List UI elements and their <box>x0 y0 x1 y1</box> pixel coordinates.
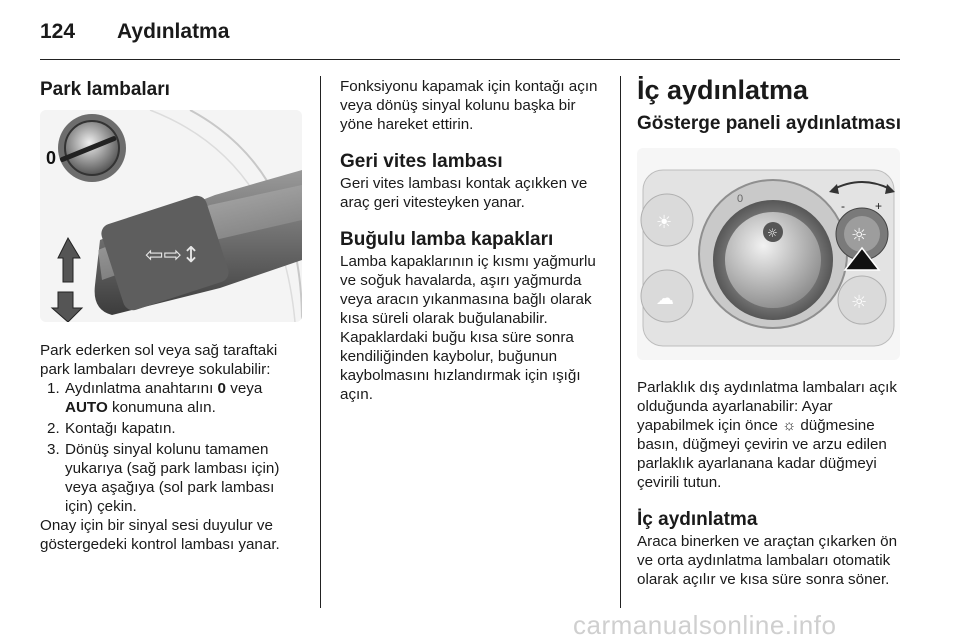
panel-lighting-heading: Gösterge paneli aydınlatması <box>637 113 901 134</box>
interior-lighting-title: İç aydınlatma <box>637 75 809 105</box>
svg-text:☼: ☼ <box>767 226 778 240</box>
column-divider-1 <box>320 76 321 608</box>
list-item: 1. Aydınlatma anahtarını 0 veya AUTO konumuna alın. <box>47 380 263 416</box>
turn-signal-symbols-icon: ⇦⇨↕ <box>145 243 201 268</box>
column-1 <box>40 78 302 554</box>
interior-light-icon: ☼ <box>851 292 868 313</box>
switch-zero-label: 0 <box>46 148 57 168</box>
switch-position-auto: AUTO <box>65 399 108 416</box>
step-number: 3. <box>47 441 60 458</box>
switch-off-text: Fonksiyonu kapamak için kontağı açın veya dönüş sinyal kolunu başka bir yöne hareket ettirin. <box>340 78 598 133</box>
header-rule <box>40 59 900 60</box>
front-fog-icon: ☀ <box>656 212 673 233</box>
stalk-illustration <box>40 110 302 322</box>
park-lights-steps <box>40 379 302 516</box>
step-number: 1. <box>47 380 60 397</box>
list-item: 2. Kontağı kapatın. <box>47 420 176 437</box>
page-number: 124 <box>40 20 76 43</box>
chapter-title: Aydınlatma <box>117 20 230 43</box>
interior-light-text: Araca binerken ve araçtan çıkarken ön ve orta aydınlatma lambaları otomatik olarak açılır ve kısa süre sonra söner. <box>637 533 898 588</box>
rear-fog-icon: ☁ <box>656 288 674 309</box>
misted-covers-text: Lamba kapaklarının iç kısmı yağmurlu ve soğuk havalarda, aşırı yağmurda veya aracın yıkanmasına bağlı olarak kısa süreli olarak buğulanabilir. Kapaklardaki buğu kısa süre sonra kendiliğinden kaybolur, buğunun kaybolmasını hızlandırmak için ışığı açın. <box>340 253 596 403</box>
position-zero-label: 0 <box>737 193 744 205</box>
dimmer-icon: ☼ <box>851 225 868 246</box>
switch-position-zero: 0 <box>217 380 226 397</box>
reverse-light-text: Geri vites lambası kontak açıkken ve araç geri vitesteyken yanar. <box>340 175 588 211</box>
dimmer-plus-label: + <box>875 199 883 213</box>
interior-light-heading: İç aydınlatma <box>637 509 758 530</box>
dashboard-switch-illustration <box>637 148 900 360</box>
step-number: 2. <box>47 420 60 437</box>
list-item: 3. Dönüş sinyal kolunu tamamen yukarıya (sağ park lambası için) veya aşağıya (sol park lambası için) çekin. <box>47 441 280 515</box>
watermark: carmanualsonline.info <box>573 610 837 640</box>
misted-covers-heading: Buğulu lamba kapakları <box>340 229 554 250</box>
brightness-symbol-icon: ☼ <box>782 417 797 434</box>
column-3 <box>637 74 903 589</box>
park-lights-intro: Park ederken sol veya sağ taraftaki park lambaları devreye sokulabilir: <box>40 342 278 378</box>
park-lights-outro: Onay için bir sinyal sesi duyulur ve göstergedeki kontrol lambası yanar. <box>40 517 280 553</box>
park-lights-heading: Park lambaları <box>40 79 170 100</box>
column-divider-2 <box>620 76 621 608</box>
dimmer-minus-label: - <box>841 199 845 213</box>
panel-lighting-text: Parlaklık dış aydınlatma lambaları açık olduğunda ayarlanabilir: Ayar yapabilmek için önce ☼ düğmesine basın, düğmeyi çevirin ve arzu edilen parlaklık ayarlanana kadar düğmeyi çevirili tutun. <box>637 379 897 491</box>
column-2 <box>340 77 604 404</box>
reverse-light-heading: Geri vites lambası <box>340 151 503 172</box>
